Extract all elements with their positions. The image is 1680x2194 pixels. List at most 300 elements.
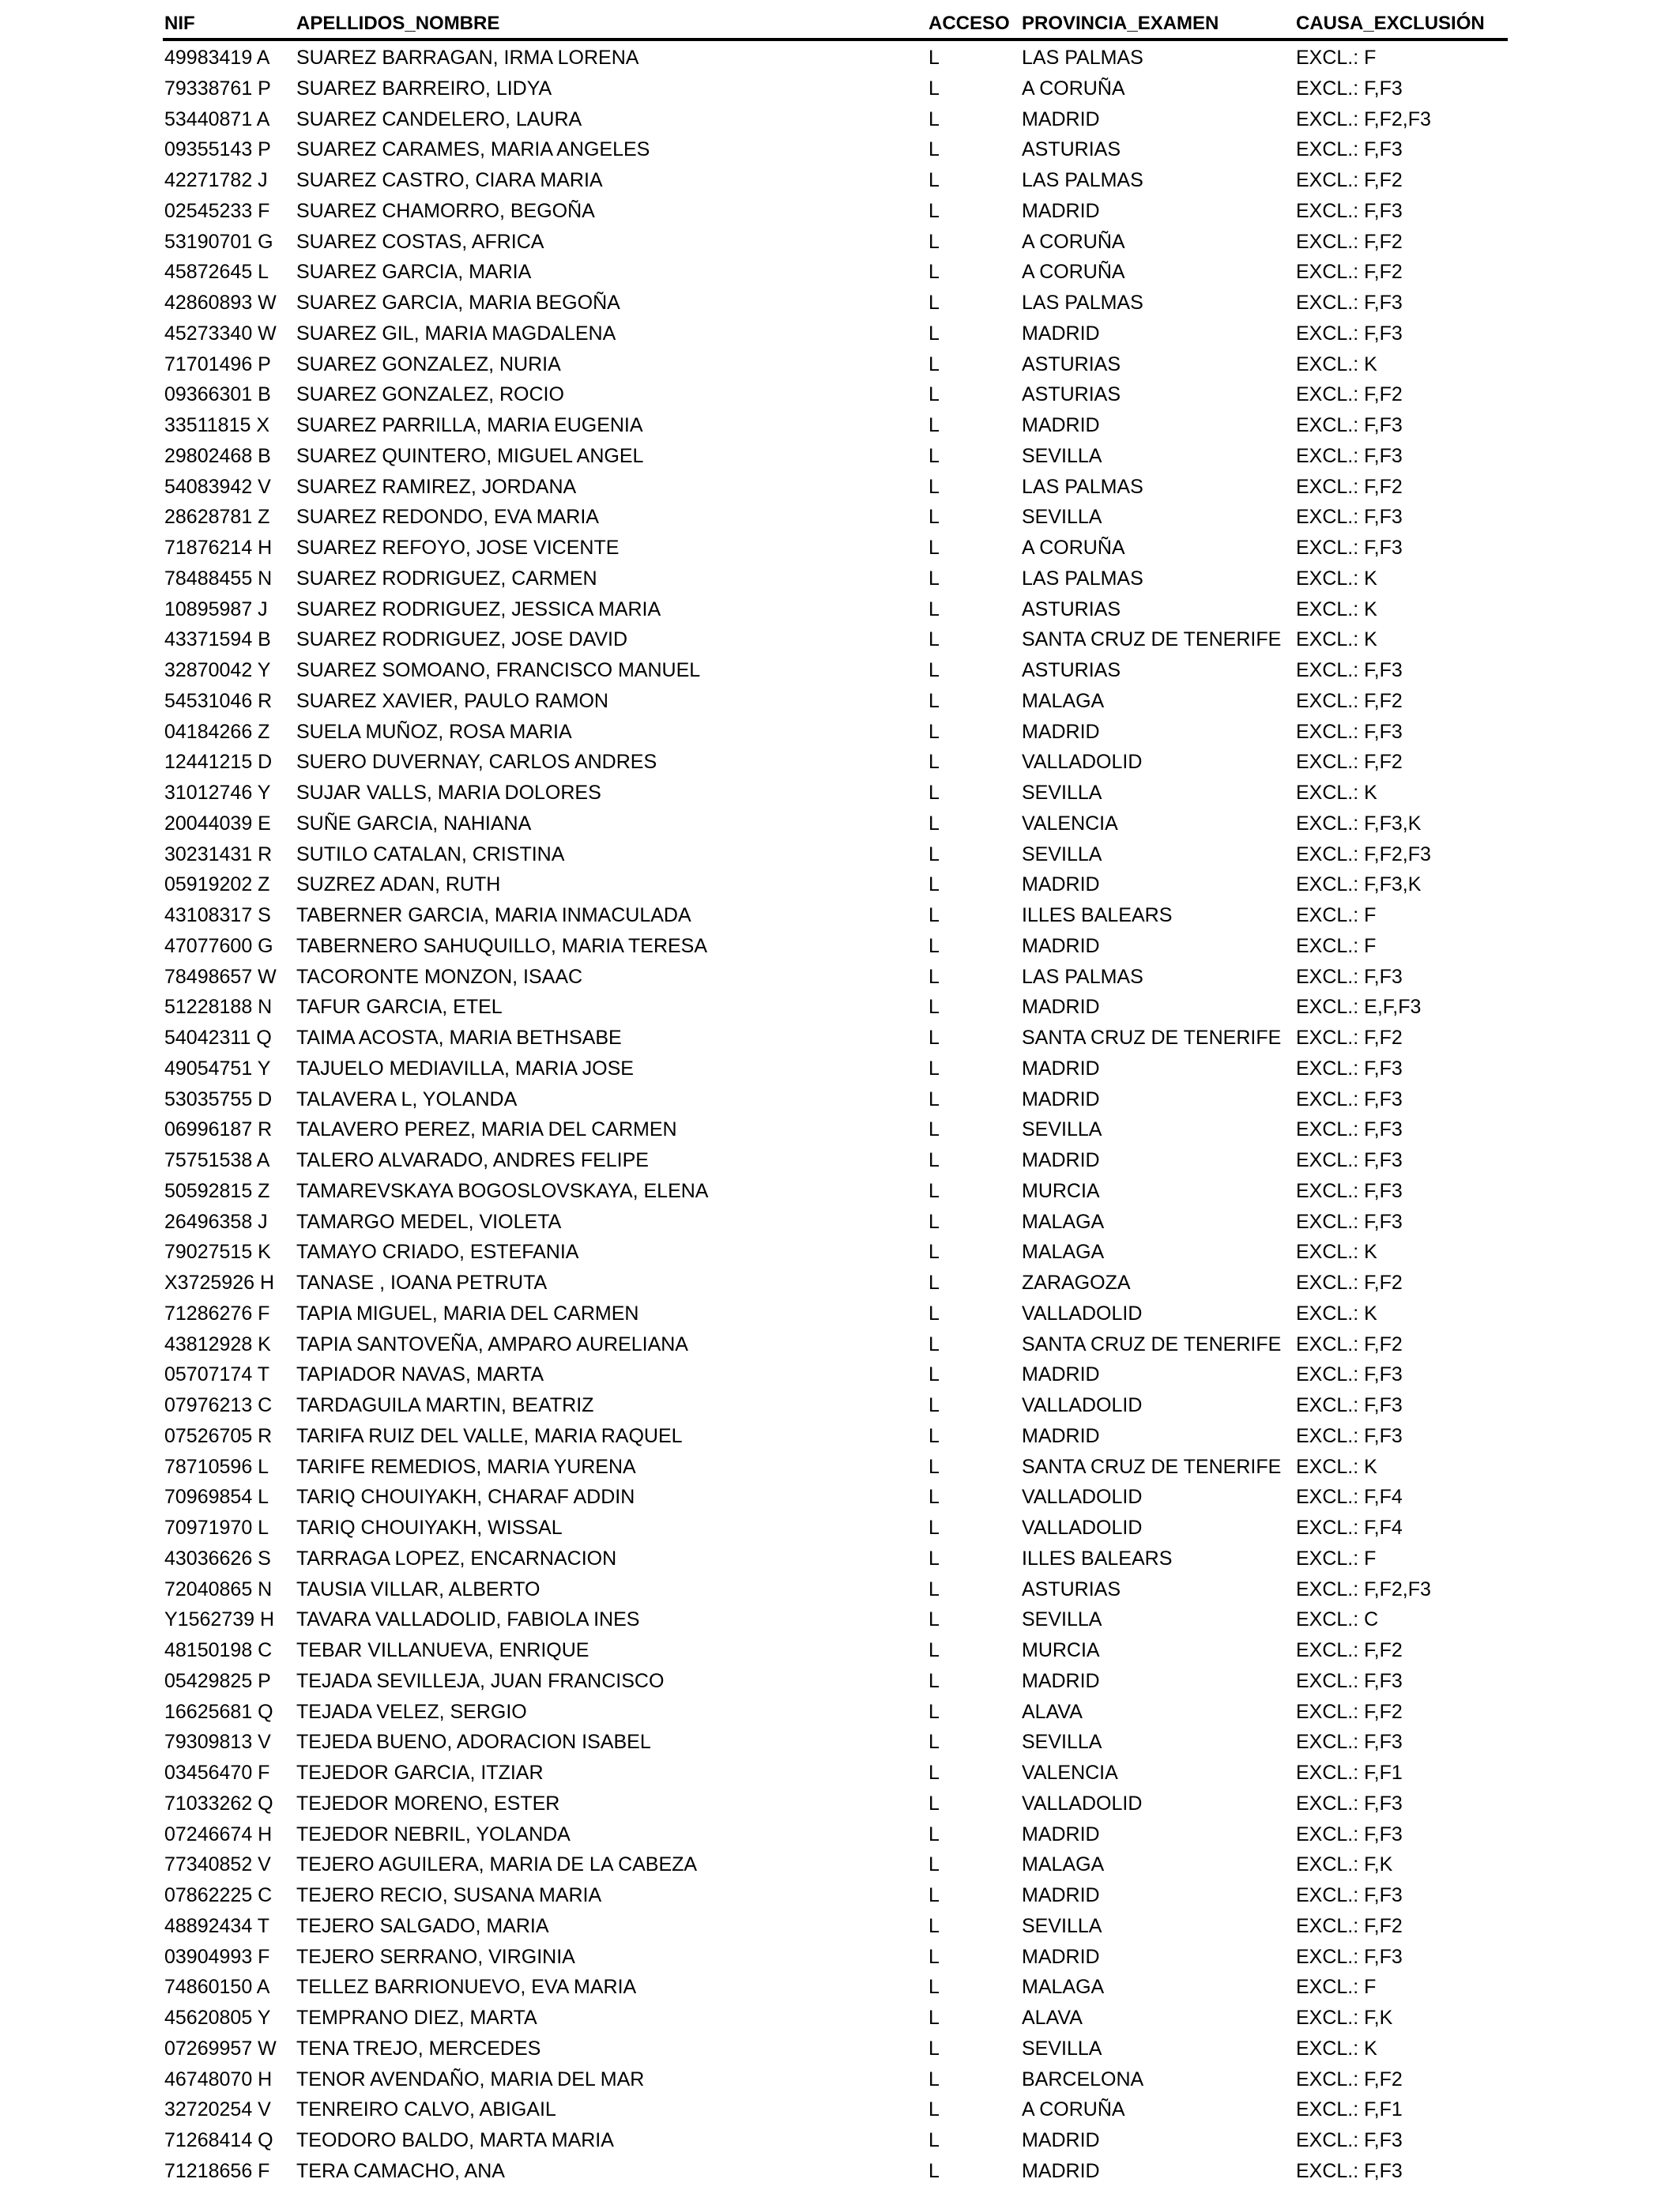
name-cell: TENREIRO CALVO, ABIGAIL: [296, 2098, 556, 2121]
causa-cell: EXCL.: F,F3: [1296, 1363, 1403, 1386]
nif-cell: 42271782 J: [164, 169, 268, 191]
causa-cell: EXCL.: F,F2: [1296, 1700, 1403, 1723]
name-cell: TEJADA SEVILLEJA, JUAN FRANCISCO: [296, 1669, 665, 1692]
name-cell: TEJADA VELEZ, SERGIO: [296, 1700, 527, 1723]
provincia-cell: LAS PALMAS: [1022, 292, 1143, 314]
nif-cell: 53035755 D: [164, 1088, 273, 1110]
table-row: [0, 594, 1680, 625]
nif-cell: 28628781 Z: [164, 506, 270, 529]
nif-cell: 71033262 Q: [164, 1792, 273, 1815]
causa-cell: EXCL.: F,F4: [1296, 1517, 1403, 1539]
causa-cell: EXCL.: F,F2: [1296, 1914, 1403, 1937]
provincia-cell: MADRID: [1022, 1669, 1100, 1692]
provincia-cell: ASTURIAS: [1022, 138, 1121, 161]
provincia-cell: SEVILLA: [1022, 782, 1102, 804]
acceso-cell: L: [929, 1762, 940, 1784]
table-row: [0, 1666, 1680, 1697]
nif-cell: 12441215 D: [164, 751, 273, 774]
acceso-cell: L: [929, 996, 940, 1019]
provincia-cell: MADRID: [1022, 1149, 1100, 1171]
acceso-cell: L: [929, 1394, 940, 1416]
acceso-cell: L: [929, 475, 940, 498]
table-row: [0, 2034, 1680, 2064]
acceso-cell: L: [929, 1333, 940, 1355]
provincia-cell: MADRID: [1022, 1363, 1100, 1386]
acceso-cell: L: [929, 2007, 940, 2029]
provincia-cell: LAS PALMAS: [1022, 567, 1143, 590]
table-row: [0, 196, 1680, 227]
causa-cell: EXCL.: F,F3: [1296, 414, 1403, 436]
name-cell: SUAREZ GONZALEZ, ROCIO: [296, 383, 564, 406]
nif-cell: 06996187 R: [164, 1118, 273, 1141]
provincia-cell: ALAVA: [1022, 1700, 1083, 1723]
name-cell: TACORONTE MONZON, ISAAC: [296, 965, 583, 988]
nif-cell: 10895987 J: [164, 598, 268, 620]
acceso-cell: L: [929, 1853, 940, 1876]
nif-cell: 70969854 L: [164, 1486, 269, 1509]
causa-cell: EXCL.: F,F4: [1296, 1486, 1403, 1509]
table-row: [0, 992, 1680, 1023]
nif-cell: 79309813 V: [164, 1731, 271, 1754]
provincia-cell: ASTURIAS: [1022, 383, 1121, 406]
provincia-cell: MADRID: [1022, 199, 1100, 222]
provincia-cell: MADRID: [1022, 1088, 1100, 1110]
name-cell: TEBAR VILLANUEVA, ENRIQUE: [296, 1639, 590, 1661]
name-cell: TAMAYO CRIADO, ESTEFANIA: [296, 1241, 579, 1264]
causa-cell: EXCL.: E,F,F3: [1296, 996, 1422, 1019]
provincia-cell: VALLADOLID: [1022, 1486, 1143, 1509]
provincia-cell: ASTURIAS: [1022, 352, 1121, 375]
acceso-cell: L: [929, 537, 940, 559]
causa-cell: EXCL.: F,F3,K: [1296, 873, 1422, 896]
name-cell: TEJEDOR MORENO, ESTER: [296, 1792, 560, 1815]
causa-cell: EXCL.: C: [1296, 1608, 1379, 1631]
causa-cell: EXCL.: F,F2: [1296, 689, 1403, 712]
acceso-cell: L: [929, 1884, 940, 1906]
nif-cell: 07526705 R: [164, 1424, 273, 1447]
provincia-cell: ASTURIAS: [1022, 659, 1121, 681]
table-row: [0, 717, 1680, 748]
name-cell: SUAREZ PARRILLA, MARIA EUGENIA: [296, 414, 643, 436]
provincia-cell: MADRID: [1022, 1424, 1100, 1447]
provincia-cell: MADRID: [1022, 414, 1100, 436]
causa-cell: EXCL.: F,F2: [1296, 230, 1403, 253]
table-row: [0, 686, 1680, 717]
table-row: [0, 1207, 1680, 1238]
table-row: [0, 1359, 1680, 1390]
causa-cell: EXCL.: F,F3: [1296, 322, 1403, 345]
table-row: [0, 1849, 1680, 1880]
nif-cell: 70971970 L: [164, 1517, 269, 1539]
acceso-cell: L: [929, 230, 940, 253]
causa-cell: EXCL.: F,F2,F3: [1296, 107, 1431, 130]
provincia-cell: MADRID: [1022, 1945, 1100, 1968]
table-row: [0, 809, 1680, 839]
acceso-cell: L: [929, 2159, 940, 2182]
name-cell: TAFUR GARCIA, ETEL: [296, 996, 503, 1019]
causa-cell: EXCL.: F,F3,K: [1296, 812, 1422, 835]
name-cell: TEMPRANO DIEZ, MARTA: [296, 2007, 537, 2029]
provincia-cell: LAS PALMAS: [1022, 965, 1143, 988]
table-row: [0, 502, 1680, 533]
name-cell: SUAREZ GARCIA, MARIA BEGOÑA: [296, 292, 620, 314]
provincia-cell: A CORUÑA: [1022, 2098, 1125, 2121]
provincia-cell: MURCIA: [1022, 1639, 1100, 1661]
table-row: [0, 839, 1680, 870]
header-divider: [163, 38, 1508, 41]
name-cell: TARRAGA LOPEZ, ENCARNACION: [296, 1547, 617, 1570]
header-nif: NIF: [164, 13, 195, 34]
table-row: [0, 1176, 1680, 1207]
acceso-cell: L: [929, 199, 940, 222]
name-cell: SUÑE GARCIA, NAHIANA: [296, 812, 532, 835]
nif-cell: 46748070 H: [164, 2068, 273, 2090]
name-cell: SUAREZ COSTAS, AFRICA: [296, 230, 544, 253]
name-cell: TEJERO RECIO, SUSANA MARIA: [296, 1884, 602, 1906]
nif-cell: 49983419 A: [164, 47, 270, 69]
acceso-cell: L: [929, 1608, 940, 1631]
acceso-cell: L: [929, 1302, 940, 1325]
name-cell: SUAREZ BARREIRO, LIDYA: [296, 77, 552, 100]
table-row: [0, 1604, 1680, 1635]
name-cell: TEJERO AGUILERA, MARIA DE LA CABEZA: [296, 1853, 698, 1876]
causa-cell: EXCL.: F,F3: [1296, 138, 1403, 161]
name-cell: TELLEZ BARRIONUEVO, EVA MARIA: [296, 1976, 637, 1999]
causa-cell: EXCL.: F,F3: [1296, 1057, 1403, 1080]
nif-cell: 32720254 V: [164, 2098, 271, 2121]
causa-cell: EXCL.: F,F2: [1296, 751, 1403, 774]
name-cell: SUAREZ GARCIA, MARIA: [296, 261, 532, 284]
name-cell: SUJAR VALLS, MARIA DOLORES: [296, 782, 601, 804]
acceso-cell: L: [929, 1241, 940, 1264]
acceso-cell: L: [929, 77, 940, 100]
table-row: [0, 2156, 1680, 2187]
nif-cell: 71701496 P: [164, 352, 271, 375]
table-row: [0, 1084, 1680, 1115]
provincia-cell: VALLADOLID: [1022, 751, 1143, 774]
provincia-cell: SANTA CRUZ DE TENERIFE: [1022, 1333, 1282, 1355]
name-cell: TABERNERO SAHUQUILLO, MARIA TERESA: [296, 934, 708, 957]
acceso-cell: L: [929, 2068, 940, 2090]
nif-cell: 75751538 A: [164, 1149, 270, 1171]
nif-cell: 79338761 P: [164, 77, 271, 100]
provincia-cell: MALAGA: [1022, 1241, 1105, 1264]
name-cell: SUAREZ RODRIGUEZ, JESSICA MARIA: [296, 598, 661, 620]
causa-cell: EXCL.: F,F3: [1296, 1823, 1403, 1845]
table-row: [0, 257, 1680, 288]
acceso-cell: L: [929, 1669, 940, 1692]
table-row: [0, 1268, 1680, 1299]
causa-cell: EXCL.: K: [1296, 628, 1377, 651]
nif-cell: 42860893 W: [164, 292, 277, 314]
acceso-cell: L: [929, 2129, 940, 2151]
causa-cell: EXCL.: F,F3: [1296, 1792, 1403, 1815]
table-row: [0, 900, 1680, 931]
table-row: [0, 655, 1680, 686]
nif-cell: 45273340 W: [164, 322, 277, 345]
provincia-cell: A CORUÑA: [1022, 537, 1125, 559]
table-row: [0, 1544, 1680, 1574]
provincia-cell: SEVILLA: [1022, 1914, 1102, 1937]
nif-cell: 26496358 J: [164, 1210, 268, 1233]
name-cell: TARIFE REMEDIOS, MARIA YURENA: [296, 1455, 636, 1478]
table-row: [0, 1329, 1680, 1360]
name-cell: TEJEDOR GARCIA, ITZIAR: [296, 1762, 544, 1784]
acceso-cell: L: [929, 782, 940, 804]
acceso-cell: L: [929, 1210, 940, 1233]
nif-cell: 71286276 F: [164, 1302, 270, 1325]
name-cell: TEJEDA BUENO, ADORACION ISABEL: [296, 1731, 651, 1754]
causa-cell: EXCL.: F,K: [1296, 1853, 1393, 1876]
acceso-cell: L: [929, 1731, 940, 1754]
name-cell: TAMAREVSKAYA BOGOSLOVSKAYA, ELENA: [296, 1179, 709, 1202]
nif-cell: 07246674 H: [164, 1823, 273, 1845]
provincia-cell: MALAGA: [1022, 1210, 1105, 1233]
provincia-cell: A CORUÑA: [1022, 230, 1125, 253]
causa-cell: EXCL.: F,F2: [1296, 2068, 1403, 2090]
name-cell: TENOR AVENDAÑO, MARIA DEL MAR: [296, 2068, 645, 2090]
name-cell: TALAVERA L, YOLANDA: [296, 1088, 518, 1110]
name-cell: TAIMA ACOSTA, MARIA BETHSABE: [296, 1027, 622, 1049]
table-row: [0, 1574, 1680, 1605]
provincia-cell: SEVILLA: [1022, 506, 1102, 529]
nif-cell: 78488455 N: [164, 567, 273, 590]
causa-cell: EXCL.: F,F3: [1296, 444, 1403, 467]
causa-cell: EXCL.: F,F2: [1296, 383, 1403, 406]
name-cell: SUTILO CATALAN, CRISTINA: [296, 843, 565, 865]
header-provincia-examen: PROVINCIA_EXAMEN: [1022, 13, 1219, 34]
name-cell: SUAREZ SOMOANO, FRANCISCO MANUEL: [296, 659, 701, 681]
table-row: [0, 227, 1680, 258]
provincia-cell: VALLADOLID: [1022, 1302, 1143, 1325]
header-apellidos-nombre: APELLIDOS_NOMBRE: [296, 13, 500, 34]
table-row: [0, 533, 1680, 564]
acceso-cell: L: [929, 1363, 940, 1386]
provincia-cell: BARCELONA: [1022, 2068, 1144, 2090]
provincia-cell: MURCIA: [1022, 1179, 1100, 1202]
name-cell: TAPIA MIGUEL, MARIA DEL CARMEN: [296, 1302, 639, 1325]
table-row: [0, 747, 1680, 778]
table-row: [0, 1237, 1680, 1268]
table-row: [0, 43, 1680, 74]
provincia-cell: SEVILLA: [1022, 1731, 1102, 1754]
acceso-cell: L: [929, 628, 940, 651]
name-cell: TALAVERO PEREZ, MARIA DEL CARMEN: [296, 1118, 677, 1141]
nif-cell: 29802468 B: [164, 444, 271, 467]
causa-cell: EXCL.: F,F2: [1296, 475, 1403, 498]
table-row: [0, 410, 1680, 441]
name-cell: TAVARA VALLADOLID, FABIOLA INES: [296, 1608, 640, 1631]
causa-cell: EXCL.: F,F3: [1296, 1669, 1403, 1692]
causa-cell: EXCL.: F,F3: [1296, 1118, 1403, 1141]
table-row: [0, 319, 1680, 349]
table-row: [0, 1697, 1680, 1728]
provincia-cell: MADRID: [1022, 934, 1100, 957]
causa-cell: EXCL.: F: [1296, 1547, 1377, 1570]
causa-cell: EXCL.: F,F3: [1296, 1179, 1403, 1202]
provincia-cell: SEVILLA: [1022, 2037, 1102, 2060]
name-cell: SUAREZ CHAMORRO, BEGOÑA: [296, 199, 595, 222]
name-cell: SUAREZ CARAMES, MARIA ANGELES: [296, 138, 650, 161]
table-row: [0, 1727, 1680, 1758]
table-body: [0, 43, 1680, 2187]
provincia-cell: SEVILLA: [1022, 843, 1102, 865]
table-row: [0, 1911, 1680, 1942]
acceso-cell: L: [929, 1547, 940, 1570]
nif-cell: 05429825 P: [164, 1669, 271, 1692]
nif-cell: 09355143 P: [164, 138, 271, 161]
provincia-cell: VALLADOLID: [1022, 1517, 1143, 1539]
causa-cell: EXCL.: F,F3: [1296, 77, 1403, 100]
nif-cell: 79027515 K: [164, 1241, 271, 1264]
causa-cell: EXCL.: F,F3: [1296, 1394, 1403, 1416]
header-acceso: ACCESO: [929, 13, 1010, 34]
table-row: [0, 1054, 1680, 1084]
nif-cell: 48892434 T: [164, 1914, 269, 1937]
name-cell: TEJERO SALGADO, MARIA: [296, 1914, 549, 1937]
nif-cell: 43371594 B: [164, 628, 271, 651]
name-cell: SUAREZ XAVIER, PAULO RAMON: [296, 689, 608, 712]
nif-cell: 78498657 W: [164, 965, 277, 988]
nif-cell: 09366301 B: [164, 383, 271, 406]
provincia-cell: MADRID: [1022, 322, 1100, 345]
table-row: [0, 349, 1680, 380]
table-row: [0, 1452, 1680, 1483]
table-row: [0, 564, 1680, 594]
acceso-cell: L: [929, 1118, 940, 1141]
causa-cell: EXCL.: F,F3: [1296, 2129, 1403, 2151]
table-row: [0, 1023, 1680, 1054]
table-row: [0, 1114, 1680, 1145]
causa-cell: EXCL.: F,F3: [1296, 1884, 1403, 1906]
table-row: [0, 1482, 1680, 1513]
provincia-cell: MADRID: [1022, 1823, 1100, 1845]
acceso-cell: L: [929, 1027, 940, 1049]
table-row: [0, 2003, 1680, 2034]
causa-cell: EXCL.: F: [1296, 904, 1377, 926]
causa-cell: EXCL.: F,F3: [1296, 199, 1403, 222]
causa-cell: EXCL.: F,F3: [1296, 1088, 1403, 1110]
nif-cell: 04184266 Z: [164, 720, 270, 743]
table-row: [0, 165, 1680, 196]
acceso-cell: L: [929, 1914, 940, 1937]
table-row: [0, 2094, 1680, 2125]
provincia-cell: ILLES BALEARS: [1022, 1547, 1173, 1570]
acceso-cell: L: [929, 1639, 940, 1661]
causa-cell: EXCL.: F: [1296, 934, 1377, 957]
nif-cell: 53440871 A: [164, 107, 270, 130]
acceso-cell: L: [929, 659, 940, 681]
causa-cell: EXCL.: F,F3: [1296, 965, 1403, 988]
table-row: [0, 288, 1680, 319]
header-causa-exclusion: CAUSA_EXCLUSIÓN: [1296, 13, 1485, 34]
name-cell: TAUSIA VILLAR, ALBERTO: [296, 1578, 541, 1600]
nif-cell: 03456470 F: [164, 1762, 270, 1784]
causa-cell: EXCL.: F,K: [1296, 2007, 1393, 2029]
name-cell: TAMARGO MEDEL, VIOLETA: [296, 1210, 562, 1233]
name-cell: TAJUELO MEDIAVILLA, MARIA JOSE: [296, 1057, 634, 1080]
acceso-cell: L: [929, 1424, 940, 1447]
nif-cell: 77340852 V: [164, 1853, 271, 1876]
nif-cell: 43812928 K: [164, 1333, 271, 1355]
nif-cell: 74860150 A: [164, 1976, 270, 1999]
causa-cell: EXCL.: F,F3: [1296, 1149, 1403, 1171]
table-row: [0, 379, 1680, 410]
provincia-cell: MADRID: [1022, 1884, 1100, 1906]
name-cell: TENA TREJO, MERCEDES: [296, 2037, 541, 2060]
provincia-cell: SANTA CRUZ DE TENERIFE: [1022, 1455, 1282, 1478]
table-row: [0, 134, 1680, 165]
name-cell: TARIQ CHOUIYAKH, CHARAF ADDIN: [296, 1486, 635, 1509]
acceso-cell: L: [929, 567, 940, 590]
causa-cell: EXCL.: F,F2: [1296, 169, 1403, 191]
name-cell: SUAREZ GIL, MARIA MAGDALENA: [296, 322, 616, 345]
nif-cell: 45872645 L: [164, 261, 269, 284]
acceso-cell: L: [929, 169, 940, 191]
table-row: [0, 1789, 1680, 1819]
nif-cell: 20044039 E: [164, 812, 271, 835]
provincia-cell: MADRID: [1022, 2159, 1100, 2182]
table-row: [0, 1390, 1680, 1421]
causa-cell: EXCL.: F,F2: [1296, 1272, 1403, 1294]
name-cell: SUAREZ BARRAGAN, IRMA LORENA: [296, 47, 639, 69]
provincia-cell: LAS PALMAS: [1022, 475, 1143, 498]
provincia-cell: VALENCIA: [1022, 812, 1118, 835]
table-row: [0, 1299, 1680, 1329]
nif-cell: 51228188 N: [164, 996, 273, 1019]
acceso-cell: L: [929, 1976, 940, 1999]
nif-cell: 54083942 V: [164, 475, 271, 498]
provincia-cell: A CORUÑA: [1022, 77, 1125, 100]
nif-cell: 07269957 W: [164, 2037, 277, 2060]
name-cell: TALERO ALVARADO, ANDRES FELIPE: [296, 1149, 649, 1171]
acceso-cell: L: [929, 414, 940, 436]
nif-cell: 45620805 Y: [164, 2007, 271, 2029]
causa-cell: EXCL.: F,F3: [1296, 1945, 1403, 1968]
provincia-cell: MADRID: [1022, 720, 1100, 743]
table-row: [0, 2064, 1680, 2095]
table-row: [0, 778, 1680, 809]
acceso-cell: L: [929, 1517, 940, 1539]
acceso-cell: L: [929, 1272, 940, 1294]
provincia-cell: ILLES BALEARS: [1022, 904, 1173, 926]
table-row: [0, 869, 1680, 900]
acceso-cell: L: [929, 506, 940, 529]
acceso-cell: L: [929, 904, 940, 926]
name-cell: SUAREZ REDONDO, EVA MARIA: [296, 506, 599, 529]
acceso-cell: L: [929, 2037, 940, 2060]
provincia-cell: ALAVA: [1022, 2007, 1083, 2029]
causa-cell: EXCL.: F,F3: [1296, 659, 1403, 681]
nif-cell: 43036626 S: [164, 1547, 271, 1570]
acceso-cell: L: [929, 1823, 940, 1845]
acceso-cell: L: [929, 965, 940, 988]
provincia-cell: MADRID: [1022, 873, 1100, 896]
name-cell: TEJERO SERRANO, VIRGINIA: [296, 1945, 575, 1968]
provincia-cell: SANTA CRUZ DE TENERIFE: [1022, 628, 1282, 651]
acceso-cell: L: [929, 598, 940, 620]
acceso-cell: L: [929, 1057, 940, 1080]
acceso-cell: L: [929, 47, 940, 69]
provincia-cell: VALLADOLID: [1022, 1394, 1143, 1416]
nif-cell: 30231431 R: [164, 843, 273, 865]
nif-cell: 54042311 Q: [164, 1027, 272, 1049]
name-cell: SUAREZ RODRIGUEZ, CARMEN: [296, 567, 597, 590]
nif-cell: 02545233 F: [164, 199, 270, 222]
causa-cell: EXCL.: K: [1296, 1241, 1377, 1264]
acceso-cell: L: [929, 934, 940, 957]
acceso-cell: L: [929, 2098, 940, 2121]
